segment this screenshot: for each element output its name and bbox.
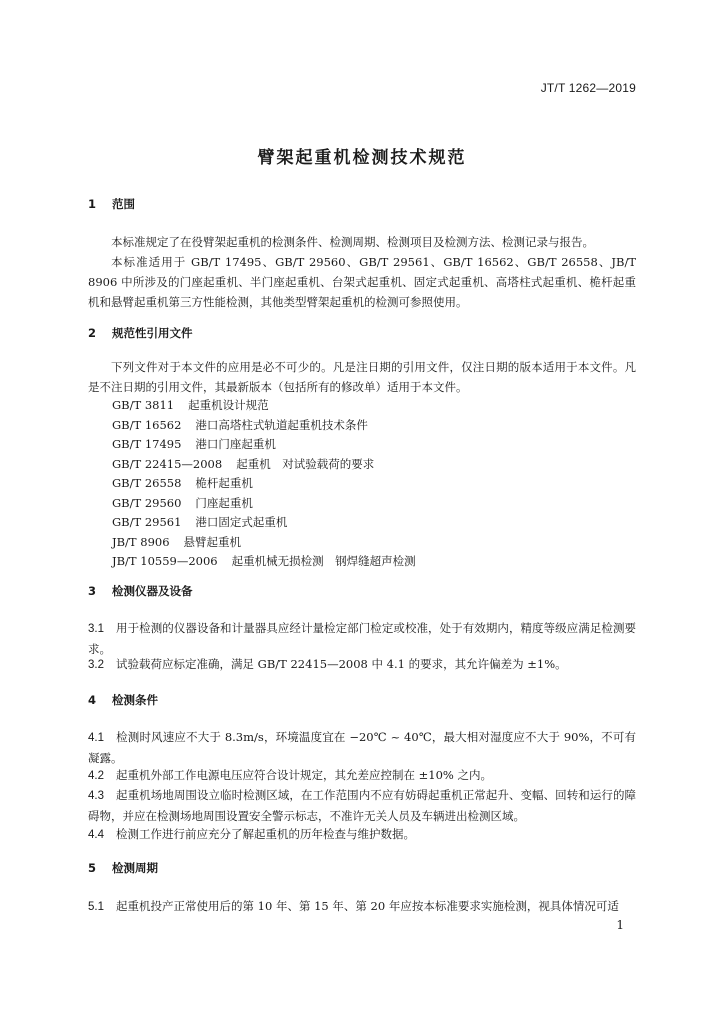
reference-code: GB/T 29561 bbox=[112, 515, 182, 529]
reference-name: 桅杆起重机 bbox=[195, 476, 253, 490]
reference-item bbox=[112, 416, 416, 436]
document-title: 臂架起重机检测技术规范 bbox=[257, 148, 467, 168]
clause-5-1 bbox=[88, 896, 636, 917]
scope-paragraph-2: 本标准适用于 GB/T 17495、GB/T 29560、GB/T 29561、GB/T 16562、GB/T 26558、JB/T 8906 中所涉及的门座起重机、半门座起重机、台架式起重机、固定式起重机、高塔柱式起重机、桅杆起重机和悬臂起重机第三方性能检测，其他类型臂架起重机的检测可参照使用。 bbox=[88, 255, 636, 309]
section-title: 检测条件 bbox=[112, 693, 158, 707]
reference-name: 港口固定式起重机 bbox=[195, 515, 288, 529]
section-4-heading bbox=[88, 692, 158, 708]
clause-4-1 bbox=[88, 727, 636, 768]
clause-text: 检测工作进行前应充分了解起重机的历年检查与维护数据。 bbox=[116, 827, 415, 841]
reference-item bbox=[112, 552, 416, 572]
page-number: 1 bbox=[616, 918, 624, 932]
standard-code: JT/T 1262—2019 bbox=[540, 81, 636, 95]
section-number: 5 bbox=[88, 861, 97, 875]
reference-item bbox=[112, 396, 416, 416]
section-1-heading bbox=[88, 196, 135, 212]
reference-code: JB/T 10559—2006 bbox=[112, 554, 218, 568]
reference-name: 悬臂起重机 bbox=[183, 534, 242, 549]
reference-name: 起重机械无损检测 钢焊缝超声检测 bbox=[231, 554, 416, 568]
reference-item bbox=[112, 513, 416, 533]
clause-4-2 bbox=[88, 765, 636, 786]
section-2-heading bbox=[88, 325, 193, 341]
section-number: 4 bbox=[88, 693, 97, 707]
reference-item bbox=[112, 533, 416, 553]
clause-number: 4.4 bbox=[88, 829, 104, 841]
clause-number: 4.1 bbox=[88, 732, 104, 744]
reference-name: 起重机设计规范 bbox=[188, 398, 269, 412]
reference-name: 起重机 对试验载荷的要求 bbox=[236, 456, 375, 471]
reference-name: 港口高塔柱式轨道起重机技术条件 bbox=[195, 417, 368, 432]
reference-item bbox=[112, 455, 416, 475]
reference-code: GB/T 22415—2008 bbox=[112, 456, 223, 471]
section-title: 规范性引用文件 bbox=[112, 326, 193, 340]
reference-code: GB/T 3811 bbox=[112, 398, 175, 412]
reference-code: GB/T 17495 bbox=[112, 437, 182, 451]
clause-4-3 bbox=[88, 785, 636, 826]
section-3-heading bbox=[88, 583, 193, 599]
clause-number: 4.3 bbox=[88, 790, 104, 802]
clause-text: 起重机外部工作电源电压应符合设计规定，其允差应控制在 ±10% 之内。 bbox=[116, 768, 493, 782]
section-5-heading bbox=[88, 860, 158, 876]
clause-number: 4.2 bbox=[88, 770, 104, 782]
reference-name: 港口门座起重机 bbox=[195, 437, 276, 451]
section-title: 检测仪器及设备 bbox=[112, 584, 193, 598]
reference-code: JB/T 8906 bbox=[112, 534, 170, 549]
reference-item bbox=[112, 494, 416, 514]
clause-4-4 bbox=[88, 824, 636, 845]
reference-code: GB/T 26558 bbox=[112, 476, 182, 490]
clause-3-2 bbox=[88, 654, 636, 675]
clause-text: 起重机投产正常使用后的第 10 年、第 15 年、第 20 年应按本标准要求实施检测，视具体情况可适 bbox=[116, 899, 619, 913]
clause-text: 起重机场地周围设立临时检测区域，在工作范围内不应有妨碍起重机正常起升、变幅、回转和运行的障碍物，并应在检测场地周围设置安全警示标志，不准许无关人员及车辆进出检测区域。 bbox=[88, 788, 636, 823]
reference-list bbox=[112, 396, 416, 572]
clause-text: 用于检测的仪器设备和计量器具应经计量检定部门检定或校准，处于有效期内，精度等级应满足检测要求。 bbox=[88, 621, 636, 656]
section-title: 范围 bbox=[112, 197, 135, 211]
clause-text: 试验载荷应标定准确，满足 GB/T 22415—2008 中 4.1 的要求，其允许偏差为 ±1%。 bbox=[116, 657, 567, 671]
reference-code: GB/T 29560 bbox=[112, 495, 182, 510]
reference-item bbox=[112, 474, 416, 494]
references-intro: 下列文件对于本文件的应用是必不可少的。凡是注日期的引用文件，仅注日期的版本适用于本文件。凡是不注日期的引用文件，其最新版本（包括所有的修改单）适用于本文件。 bbox=[88, 360, 636, 394]
section-number: 2 bbox=[88, 326, 97, 340]
section-number: 3 bbox=[88, 584, 97, 598]
section-number: 1 bbox=[88, 197, 97, 211]
clause-3-1 bbox=[88, 618, 636, 659]
reference-name: 门座起重机 bbox=[195, 495, 253, 510]
clause-number: 5.1 bbox=[88, 901, 104, 913]
scope-paragraph-1: 本标准规定了在役臂架起重机的检测条件、检测周期、检测项目及检测方法、检测记录与报告。 bbox=[111, 235, 594, 249]
clause-number: 3.2 bbox=[88, 659, 104, 671]
reference-code: GB/T 16562 bbox=[112, 417, 182, 432]
section-title: 检测周期 bbox=[112, 861, 158, 875]
clause-text: 检测时风速应不大于 8.3m/s，环境温度宜在 −20℃ ~ 40℃，最大相对湿度应不大于 90%，不可有凝露。 bbox=[88, 730, 636, 765]
reference-item bbox=[112, 435, 416, 455]
clause-number: 3.1 bbox=[88, 623, 104, 635]
